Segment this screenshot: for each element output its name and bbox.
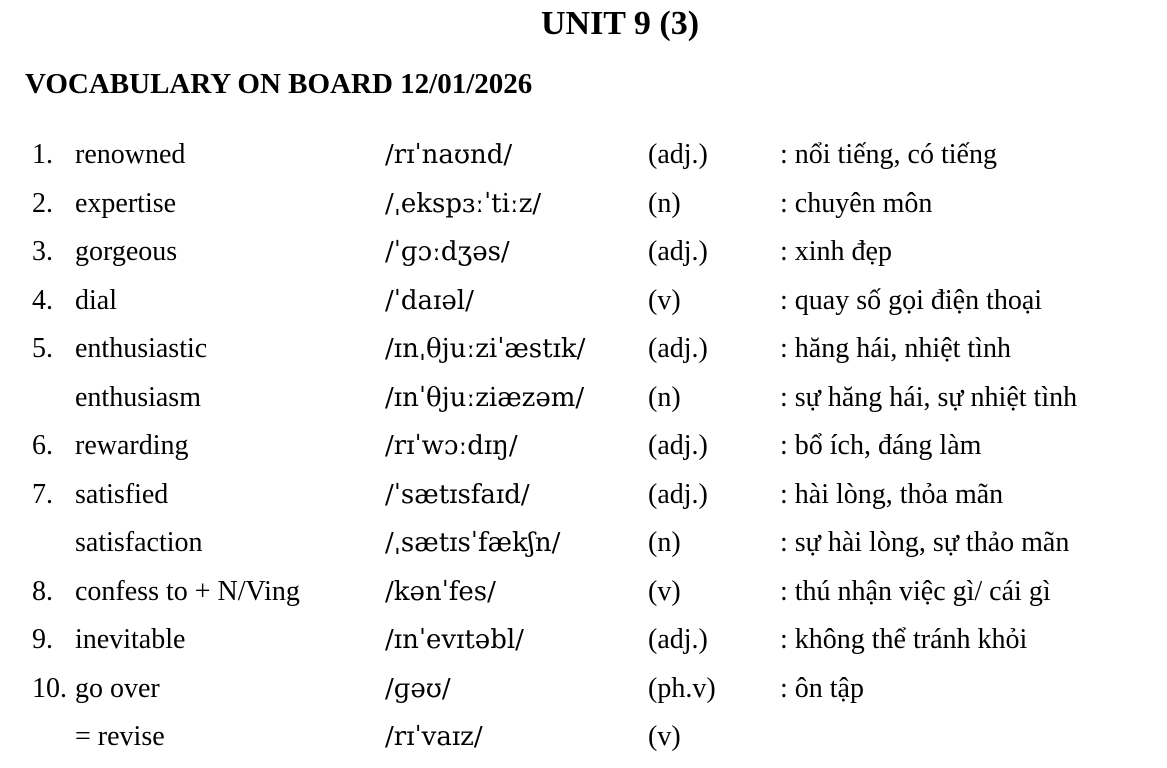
document-subtitle: VOCABULARY ON BOARD 12/01/2026	[25, 68, 533, 100]
vocab-pronunciation: /ɪnˈevɪtəbl/	[385, 625, 524, 655]
vocab-number: 10.	[32, 672, 67, 704]
vocab-row	[0, 424, 1167, 473]
vocab-meaning: : không thể tránh khỏi	[780, 624, 1028, 655]
vocab-row	[0, 715, 1167, 764]
vocab-pronunciation: /kənˈfes/	[385, 576, 496, 607]
vocab-meaning: : nổi tiếng, có tiếng	[780, 139, 997, 170]
vocab-row	[0, 521, 1167, 570]
vocab-part-of-speech: (v)	[648, 575, 681, 607]
vocab-pronunciation: /ɡəʊ/	[385, 673, 451, 704]
vocab-part-of-speech: (n)	[648, 381, 681, 413]
vocab-pronunciation: /ɪnˈθjuːziæzəm/	[385, 382, 585, 413]
vocab-pronunciation: /rɪˈwɔːdɪŋ/	[385, 431, 518, 461]
vocab-pronunciation: /ˈsætɪsfaɪd/	[385, 479, 530, 510]
vocab-part-of-speech: (adj.)	[648, 236, 708, 267]
vocab-number: 9.	[32, 624, 53, 655]
vocab-row	[0, 667, 1167, 716]
vocab-meaning: : quay số gọi điện thoại	[780, 284, 1043, 316]
vocab-part-of-speech: (adj.)	[648, 430, 708, 461]
vocab-word: = revise	[75, 721, 165, 752]
vocab-pronunciation: /ˌekspɜːˈtiːz/	[385, 188, 542, 219]
vocab-number: 2.	[32, 187, 53, 219]
vocab-row	[0, 376, 1167, 425]
vocab-number: 6.	[32, 430, 53, 461]
vocab-part-of-speech: (v)	[648, 721, 681, 752]
vocab-row	[0, 133, 1167, 182]
vocab-number: 7.	[32, 478, 53, 510]
vocab-row	[0, 230, 1167, 279]
vocab-pronunciation: /rɪˈnaʊnd/	[385, 140, 513, 170]
vocab-row	[0, 279, 1167, 328]
vocab-pronunciation: /ɪnˌθjuːziˈæstɪk/	[385, 334, 586, 364]
vocab-row	[0, 473, 1167, 522]
vocab-meaning: : ôn tập	[780, 672, 864, 704]
vocab-pronunciation: /ˈɡɔːdʒəs/	[385, 237, 510, 267]
vocab-word: enthusiastic	[75, 333, 208, 364]
vocabulary-list	[0, 133, 1167, 764]
vocab-word: satisfaction	[75, 527, 203, 558]
vocab-part-of-speech: (v)	[648, 284, 681, 316]
vocab-part-of-speech: (n)	[648, 527, 681, 558]
vocab-word: confess to + N/Ving	[75, 575, 300, 607]
vocab-part-of-speech: (adj.)	[648, 139, 708, 170]
vocab-pronunciation: /ˈdaɪəl/	[385, 285, 474, 316]
vocab-meaning: : bổ ích, đáng làm	[780, 430, 982, 461]
vocab-word: expertise	[75, 187, 177, 219]
vocab-meaning: : thú nhận việc gì/ cái gì	[780, 575, 1051, 607]
vocab-meaning: : sự hài lòng, sự thảo mãn	[780, 527, 1070, 558]
vocab-word: go over	[75, 672, 160, 704]
vocab-row	[0, 618, 1167, 667]
vocab-number: 5.	[32, 333, 53, 364]
vocab-pronunciation: /rɪˈvaɪz/	[385, 722, 483, 752]
vocab-number: 8.	[32, 575, 53, 607]
vocab-row	[0, 327, 1167, 376]
vocab-word: renowned	[75, 139, 186, 170]
vocab-part-of-speech: (adj.)	[648, 478, 708, 510]
vocab-part-of-speech: (n)	[648, 187, 681, 219]
vocab-part-of-speech: (ph.v)	[648, 672, 716, 704]
vocab-meaning: : sự hăng hái, sự nhiệt tình	[780, 381, 1078, 413]
vocab-number: 3.	[32, 236, 53, 267]
vocab-row	[0, 182, 1167, 231]
vocab-word: inevitable	[75, 624, 186, 655]
vocab-part-of-speech: (adj.)	[648, 333, 708, 364]
vocab-meaning: : chuyên môn	[780, 187, 933, 219]
vocab-number: 1.	[32, 139, 53, 170]
vocab-number: 4.	[32, 284, 53, 316]
vocab-meaning: : xinh đẹp	[780, 236, 892, 267]
vocab-part-of-speech: (adj.)	[648, 624, 708, 655]
vocab-word: dial	[75, 284, 117, 316]
vocab-row	[0, 570, 1167, 619]
vocab-word: satisfied	[75, 478, 169, 510]
vocab-meaning: : hăng hái, nhiệt tình	[780, 333, 1011, 364]
document-title: UNIT 9 (3)	[540, 5, 700, 42]
vocab-word: gorgeous	[75, 236, 178, 267]
vocab-word: rewarding	[75, 430, 189, 461]
vocab-pronunciation: /ˌsætɪsˈfækʃn/	[385, 528, 561, 558]
vocab-meaning: : hài lòng, thỏa mãn	[780, 478, 1004, 510]
vocab-word: enthusiasm	[75, 381, 201, 413]
